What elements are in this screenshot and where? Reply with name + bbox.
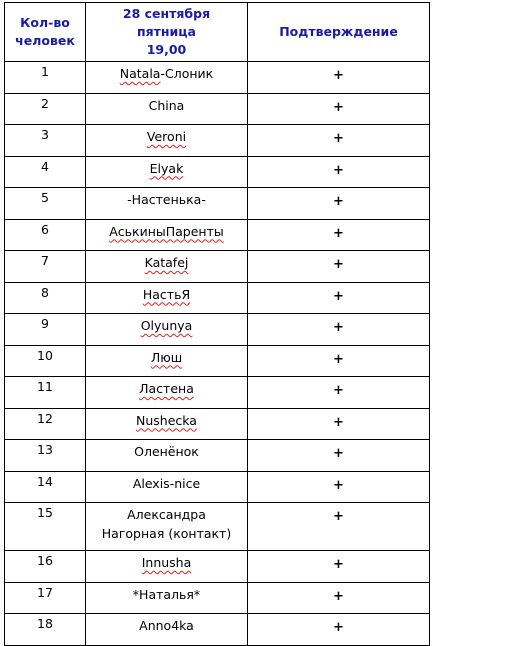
participant-name bbox=[86, 219, 248, 251]
participant-name bbox=[86, 408, 248, 440]
table-row bbox=[5, 314, 430, 346]
row-number: 16 bbox=[5, 551, 86, 583]
participant-name bbox=[86, 282, 248, 314]
row-number: 4 bbox=[5, 156, 86, 188]
name-text: -Слоник bbox=[160, 66, 214, 81]
name-text: Александра bbox=[127, 507, 206, 522]
participant-name bbox=[86, 345, 248, 377]
name-text-spellcheck: АськиныПаренты bbox=[109, 223, 224, 239]
row-number: 15 bbox=[5, 503, 86, 551]
name-text-spellcheck: Veroni bbox=[146, 129, 187, 144]
row-number: 17 bbox=[5, 582, 86, 614]
participant-name bbox=[86, 125, 248, 157]
name-text-spellcheck: Katafej bbox=[144, 255, 189, 270]
participant-name bbox=[86, 314, 248, 346]
row-number: 2 bbox=[5, 93, 86, 125]
row-number: 11 bbox=[5, 377, 86, 409]
participant-name bbox=[86, 503, 248, 551]
name-text-spellcheck: Люш bbox=[150, 349, 183, 365]
confirmation-mark: + bbox=[248, 440, 430, 472]
confirmation-mark: + bbox=[248, 582, 430, 614]
table-row bbox=[5, 408, 430, 440]
table-row bbox=[5, 282, 430, 314]
confirmation-mark: + bbox=[248, 377, 430, 409]
confirmation-mark: + bbox=[248, 314, 430, 346]
name-text: Alexis-nice bbox=[132, 475, 201, 491]
confirmation-mark: + bbox=[248, 125, 430, 157]
table-row bbox=[5, 251, 430, 283]
confirmation-mark: + bbox=[248, 471, 430, 503]
table-row bbox=[5, 471, 430, 503]
confirmation-mark: + bbox=[248, 188, 430, 220]
header-confirmation-label: Подтверждение bbox=[279, 24, 398, 39]
row-number: 1 bbox=[5, 62, 86, 94]
header-date-line3: 19,00 bbox=[146, 42, 187, 57]
table-row bbox=[5, 377, 430, 409]
confirmation-mark: + bbox=[248, 219, 430, 251]
header-row bbox=[5, 3, 430, 62]
participant-name bbox=[86, 188, 248, 220]
row-number: 10 bbox=[5, 345, 86, 377]
table-row bbox=[5, 503, 430, 551]
table-row bbox=[5, 219, 430, 251]
header-count bbox=[5, 3, 86, 62]
name-text: *Наталья* bbox=[132, 586, 201, 602]
row-number: 5 bbox=[5, 188, 86, 220]
name-text: -Настенька- bbox=[127, 192, 206, 207]
name-text-spellcheck: Innusha bbox=[141, 555, 192, 570]
participant-name bbox=[86, 614, 248, 646]
row-number: 9 bbox=[5, 314, 86, 346]
confirmation-mark: + bbox=[248, 62, 430, 94]
confirmation-mark: + bbox=[248, 282, 430, 314]
name-text: Оленёнок bbox=[134, 444, 199, 459]
row-number: 13 bbox=[5, 440, 86, 472]
table-row bbox=[5, 62, 430, 94]
participant-name bbox=[86, 471, 248, 503]
participant-name bbox=[86, 156, 248, 188]
table-row bbox=[5, 614, 430, 646]
row-number: 12 bbox=[5, 408, 86, 440]
confirmation-mark: + bbox=[248, 551, 430, 583]
table-row bbox=[5, 93, 430, 125]
table-row bbox=[5, 551, 430, 583]
participant-name bbox=[86, 251, 248, 283]
table-row bbox=[5, 188, 430, 220]
participant-name bbox=[86, 440, 248, 472]
name-text-spellcheck: Natala bbox=[119, 66, 161, 81]
row-number: 6 bbox=[5, 219, 86, 251]
table-row bbox=[5, 440, 430, 472]
row-number: 3 bbox=[5, 125, 86, 157]
participant-name bbox=[86, 551, 248, 583]
header-date-line1: 28 сентября bbox=[122, 6, 211, 21]
table-body bbox=[5, 62, 430, 646]
participant-name bbox=[86, 582, 248, 614]
confirmation-mark: + bbox=[248, 614, 430, 646]
confirmation-mark: + bbox=[248, 156, 430, 188]
name-text-spellcheck: Ластена bbox=[139, 381, 194, 396]
name-text: China bbox=[148, 97, 185, 113]
table-row bbox=[5, 156, 430, 188]
participant-name bbox=[86, 93, 248, 125]
confirmation-mark: + bbox=[248, 93, 430, 125]
row-number: 18 bbox=[5, 614, 86, 646]
table-row bbox=[5, 345, 430, 377]
header-date bbox=[86, 3, 248, 62]
header-count-label: Кол-во человек bbox=[15, 15, 75, 48]
attendance-table bbox=[4, 2, 430, 646]
participant-name bbox=[86, 377, 248, 409]
name-text-spellcheck: НастьЯ bbox=[142, 286, 191, 302]
name-text-spellcheck: Elyak bbox=[149, 160, 184, 176]
name-text-spellcheck: Olyunya bbox=[140, 318, 193, 333]
participant-name bbox=[86, 62, 248, 94]
row-number: 8 bbox=[5, 282, 86, 314]
confirmation-mark: + bbox=[248, 503, 430, 551]
row-number: 14 bbox=[5, 471, 86, 503]
name-text-line2: Нагорная (контакт) bbox=[101, 526, 232, 541]
header-date-line2: пятница bbox=[136, 24, 196, 39]
header-confirmation bbox=[248, 3, 430, 62]
name-text: Anno4ka bbox=[139, 618, 194, 633]
name-text-spellcheck: Nushecka bbox=[136, 412, 197, 428]
table-row bbox=[5, 125, 430, 157]
confirmation-mark: + bbox=[248, 408, 430, 440]
confirmation-mark: + bbox=[248, 345, 430, 377]
table-row bbox=[5, 582, 430, 614]
row-number: 7 bbox=[5, 251, 86, 283]
confirmation-mark: + bbox=[248, 251, 430, 283]
